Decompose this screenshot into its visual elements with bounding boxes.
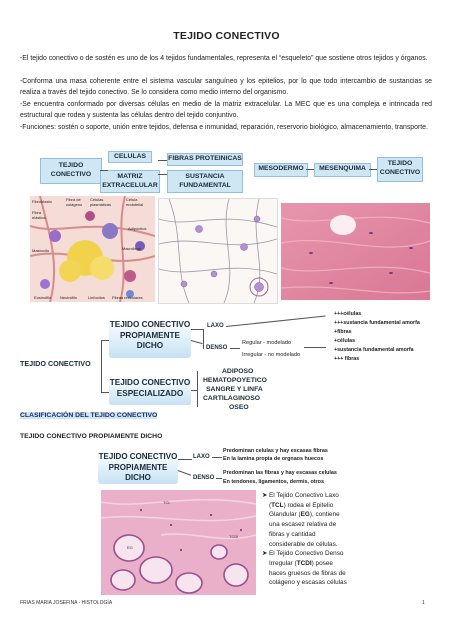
propio-box: TEJIDO CONECTIVO PROPIAMENTE DICHO (98, 452, 178, 482)
concept-tejido-conectivo: TEJIDO CONECTIVO (40, 158, 102, 184)
label-fibras-reticulares: Fibras reticulares (112, 295, 143, 300)
micro-label-tcl: TCL (163, 500, 171, 505)
heading-clasificacion: CLASIFICACIÓN DEL TEJIDO CONECTIVO (20, 412, 158, 419)
laxo-desc-2: +++sustancia fundamental amorfa (334, 320, 420, 326)
tipo-oseo: OSEO (229, 404, 249, 411)
connective-tissue-drawing (158, 198, 278, 304)
label-macrofago: Macrófago (122, 246, 141, 251)
denso-desc-1: +células (334, 338, 356, 344)
denso-desc-2: +sustancia fundamental amorfa (334, 347, 414, 353)
class-denso: DENSO (206, 345, 228, 351)
concept-fibras: FIBRAS PROTEINICAS (167, 153, 243, 166)
concept-matriz: MATRIZ EXTRACELULAR (100, 170, 160, 193)
tipo-adiposo: ADIPOSO (222, 368, 254, 375)
label-mastocito: Mastocito (32, 248, 50, 253)
page-number: 1 (422, 600, 425, 606)
concept-sustancia: SUSTANCIA FUNDAMENTAL (167, 170, 243, 193)
paragraph-mass: -Conforma una masa coherente entre el sistema vascular sanguíneo y los epitelios, por lo que todo intercambio de sustancias se realiza a través del tejido conectivo. Se lo considera como medio interno del organismo. (20, 78, 432, 97)
bullet-list (262, 491, 348, 588)
laxo-line-2: En la lamina propia de orgnaos huecos (223, 456, 324, 462)
class-irregular: Irregular - no modelado (242, 352, 301, 358)
micro-label-tcdi: TCDI (229, 534, 239, 539)
concept-mesenquima: MESENQUIMA (314, 163, 371, 177)
concept-mesodermo: MESODERMO (254, 163, 308, 177)
label-fibra-colageno: Fibra de colágeno (66, 197, 83, 207)
class-propio-box: TEJIDO CONECTIVO PROPIAMENTE DICHO (109, 318, 191, 358)
propio-laxo: LAXO (193, 454, 210, 460)
label-eosinofilo: Eosinófilo (34, 295, 52, 300)
laxo-line-1: Predominan celulas y hay escasas fibras (223, 448, 328, 454)
bullet-tcdi: ➤ El Tejido Conectivo Denso Irregular (TCDI) posee haces gruesos de fibras de colágeno y escasas células (262, 550, 347, 587)
label-celula-endotelial: Célula endotelial (126, 197, 144, 207)
denso-line-2: En tendones, ligamentos, dermis, otros (223, 479, 324, 485)
heading-propiamente-dicho: TEJIDO CONECTIVO PROPIAMENTE DICHO (20, 433, 163, 440)
tipo-hematopoyetico: HEMATOPOYETICO (203, 377, 267, 384)
label-neutrofilo: Neutrófilo (60, 295, 78, 300)
bullet-tcl: ➤ El Tejido Conectivo Laxo (TCL) rodea el Epitelio Glandular (EG), contiene una escasez relativa de fibras y cantidad considerable de células. (262, 492, 340, 548)
label-adipocitos: Adipocitos (128, 226, 147, 231)
concept-celulas: CELULAS (108, 151, 152, 163)
paragraph-composition: -Se encuentra conformado por diversas células en medio de la matriz extracelular. La MEC que es una compleja e intrincada red estructural que rodea y sustenta las células dentro del tejido conjuntivo. (20, 101, 432, 120)
cell-diagram-image (30, 196, 155, 302)
class-laxo: LAXO (207, 323, 224, 329)
concept-tejido-conectivo-2: TEJIDO CONECTIVO (377, 157, 423, 182)
class-regular: Regular - modelado (242, 340, 292, 346)
laxo-desc-1: +++células (334, 311, 362, 317)
propio-denso: DENSO (193, 475, 215, 481)
label-fibra-elastica: Fibra elástica (32, 210, 46, 220)
label-celulas-plasmaticas: Células plasmáticas (90, 197, 112, 207)
page-title: TEJIDO CONECTIVO (173, 30, 280, 42)
paragraph-definition: -El tejido conectivo o de sostén es uno de los 4 tejidos fundamentales, representa el “esqueleto” que sostiene otros tejidos y órganos. (20, 55, 428, 62)
loose-dense-micrograph (101, 490, 256, 595)
class-root: TEJIDO CONECTIVO (20, 359, 91, 368)
laxo-desc-3: +fibras (334, 329, 352, 335)
dense-tissue-micrograph (281, 203, 430, 300)
tipo-cartilaginoso: CARTILAGINOSO (203, 395, 261, 402)
label-linfocitos: Linfocitos (88, 295, 105, 300)
micro-label-eg: EG (127, 545, 133, 550)
paragraph-functions: -Funciones: sostén o soporte, unión entre tejidos, defensa e inmunidad, reparación, reservorio biológico, almacenamiento, transporte. (20, 124, 428, 131)
label-fibroblasto: Fibroblasto (32, 199, 52, 204)
class-especializado-box: TEJIDO CONECTIVO ESPECIALIZADO (109, 376, 191, 405)
denso-desc-3: +++ fibras (334, 356, 360, 362)
denso-line-1: Predominan las fibras y hay escasas celulas (223, 470, 337, 476)
tipo-sangre-linfa: SANGRE Y LINFA (206, 386, 263, 393)
footer-author: FRIAS MARIA JOSEFINA - HISTOLOGÍA (20, 600, 113, 606)
